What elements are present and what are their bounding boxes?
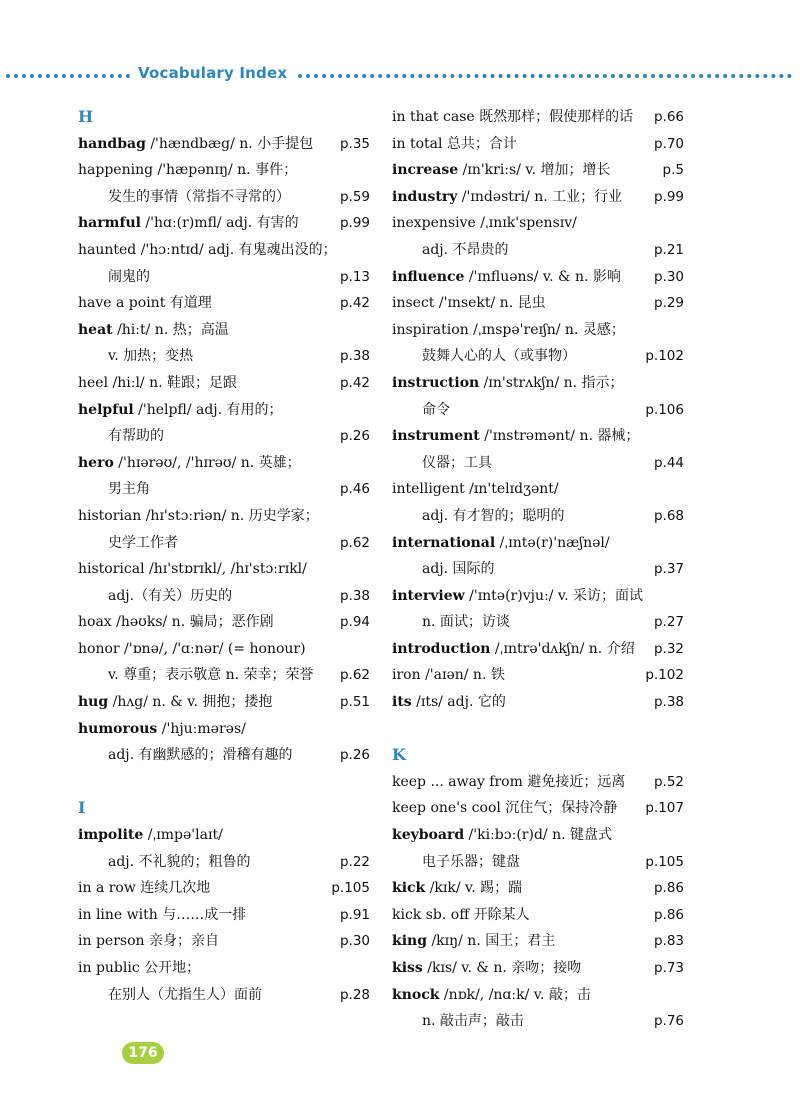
index-entry	[392, 264, 684, 291]
entry-definition: 男主角	[108, 481, 150, 498]
right-column	[392, 104, 684, 1035]
index-entry-continuation	[392, 503, 684, 530]
index-entry-continuation	[392, 237, 684, 264]
index-entry	[392, 822, 684, 849]
entry-definition: /ɪn'strʌkʃn/ n. 指示；	[479, 374, 624, 391]
index-entry	[78, 157, 370, 184]
entry-definition: 电子乐器；键盘	[422, 853, 520, 870]
index-entry-continuation	[78, 742, 370, 769]
entry-definition: 在别人（尤指生人）面前	[108, 986, 262, 1003]
index-entry-continuation	[392, 1008, 684, 1035]
section-header	[0, 64, 800, 86]
entry-definition: in that case 既然那样；假使那样的话	[392, 109, 634, 125]
index-entry	[392, 769, 684, 796]
entry-definition: /nɒk/, /nɑːk/ v. 敲；击	[439, 986, 591, 1003]
index-entry	[78, 237, 370, 264]
page-reference: p.30	[339, 933, 370, 950]
entry-definition: happening /'hæpənɪŋ/ n. 事件；	[78, 162, 298, 179]
entry-text	[78, 503, 319, 530]
headword: humorous	[78, 720, 158, 737]
entry-definition: inspiration /ˌɪnspə'reɪʃn/ n. 灵感；	[392, 321, 625, 338]
entry-text	[392, 822, 612, 849]
entry-definition: historical /hɪ'stɒrɪkl/, /hɪ'stɔːrɪkl/	[78, 561, 307, 578]
entry-text	[78, 317, 229, 344]
entry-text	[422, 609, 510, 636]
entry-text	[392, 928, 555, 955]
index-entry-continuation	[78, 343, 370, 370]
entry-definition: kick sb. off 开除某人	[392, 906, 530, 923]
entry-definition: adj.（有关）历史的	[108, 587, 233, 604]
index-entry	[78, 556, 370, 583]
entry-definition: honor /'ɒnə/, /'ɑːnər/ (= honour)	[78, 640, 306, 657]
index-entry	[392, 423, 684, 450]
entry-definition: adj. 有才智的；聪明的	[422, 507, 565, 524]
headword: influence	[392, 268, 465, 285]
entry-text	[392, 476, 559, 503]
page-reference: p.107	[645, 800, 684, 817]
entry-definition: heel /hiːl/ n. 鞋跟；足跟	[78, 374, 238, 391]
page-reference: p.51	[339, 694, 370, 711]
index-entry	[392, 317, 684, 344]
headword: instruction	[392, 374, 480, 391]
section-letter-heading	[78, 104, 370, 131]
index-entry	[392, 928, 684, 955]
index-entry	[392, 157, 684, 184]
index-entry	[392, 875, 684, 902]
page-reference: p.99	[653, 188, 684, 205]
entry-text	[422, 343, 576, 370]
entry-text	[392, 902, 530, 929]
index-entry	[392, 370, 684, 397]
entry-text	[78, 556, 307, 583]
headword: interview	[392, 587, 465, 604]
index-entry	[392, 530, 684, 557]
entry-definition: insect /'ɪnsekt/ n. 昆虫	[392, 295, 546, 312]
entry-text	[108, 343, 193, 370]
entry-text	[392, 157, 611, 184]
entry-definition: /ˌɪmpə'laɪt/	[143, 827, 223, 844]
entry-text	[392, 875, 522, 902]
entry-definition: /'ɪnfluəns/ v. & n. 影响	[464, 268, 621, 285]
entry-text	[392, 795, 617, 822]
entry-definition: /kɪŋ/ n. 国王；君主	[427, 933, 556, 950]
page-reference: p.35	[339, 135, 370, 152]
index-entry-continuation	[78, 982, 370, 1009]
entry-text	[78, 902, 246, 929]
entry-definition: /'hændbæg/ n. 小手提包	[145, 135, 314, 152]
entry-definition: 命令	[422, 401, 450, 418]
entry-text	[422, 450, 492, 477]
entry-definition: v. 加热；变热	[108, 348, 194, 365]
page-reference: p.13	[339, 268, 370, 285]
index-entry	[78, 397, 370, 424]
header-dots-left	[6, 74, 130, 78]
page-reference: p.86	[653, 906, 684, 923]
entry-definition: 闹鬼的	[108, 268, 150, 285]
page-reference: p.105	[645, 853, 684, 870]
page-number-badge: 176	[122, 1042, 164, 1064]
index-entry	[78, 450, 370, 477]
index-entry-continuation	[78, 476, 370, 503]
index-entry-continuation	[392, 397, 684, 424]
entry-definition: v. 尊重；表示敬意 n. 荣幸；荣誉	[108, 667, 314, 684]
page-reference: p.106	[645, 401, 684, 418]
index-entry-continuation	[392, 849, 684, 876]
page-reference: p.30	[653, 268, 684, 285]
entry-text	[108, 184, 290, 211]
entry-definition: /'hɑː(r)mfl/ adj. 有害的	[140, 215, 299, 232]
entry-text	[78, 370, 237, 397]
section-letter: H	[78, 107, 94, 126]
entry-text	[108, 849, 251, 876]
entry-text	[78, 928, 219, 955]
entry-text	[422, 397, 450, 424]
index-entry	[392, 902, 684, 929]
headword: harmful	[78, 215, 141, 232]
entry-text	[422, 556, 495, 583]
entry-text	[78, 716, 246, 743]
entry-definition: in line with 与……成一排	[78, 906, 247, 923]
header-dots-right	[298, 74, 792, 78]
index-entry	[392, 131, 684, 158]
page-reference: p.38	[339, 348, 370, 365]
entry-text	[78, 822, 223, 849]
entry-definition: haunted /'hɔːntɪd/ adj. 有鬼魂出没的；	[78, 241, 337, 258]
entry-text	[392, 530, 610, 557]
index-entry	[78, 317, 370, 344]
page-reference: p.21	[653, 241, 684, 258]
entry-text	[392, 104, 633, 131]
index-entry	[392, 662, 684, 689]
index-entry-continuation	[78, 264, 370, 291]
headword: impolite	[78, 827, 144, 844]
page-reference: p.42	[339, 374, 370, 391]
left-column	[78, 104, 370, 1008]
entry-text	[392, 210, 577, 237]
entry-definition: /ɪts/ adj. 它的	[411, 694, 506, 711]
entry-text	[392, 264, 621, 291]
index-entry	[392, 583, 684, 610]
entry-definition: 有帮助的	[108, 428, 164, 445]
entry-definition: 发生的事情（常指不寻常的）	[108, 188, 290, 205]
entry-text	[422, 503, 565, 530]
index-entry	[78, 822, 370, 849]
entry-definition: inexpensive /ˌɪnɪk'spensɪv/	[392, 215, 577, 232]
page-reference: p.5	[662, 162, 684, 179]
index-entry-continuation	[78, 184, 370, 211]
entry-definition: /'ɪndəstri/ n. 工业；行业	[457, 188, 623, 205]
entry-definition: /'helpfl/ adj. 有用的；	[133, 401, 283, 418]
index-entry-continuation	[392, 450, 684, 477]
page-reference: p.26	[339, 428, 370, 445]
entry-text	[392, 769, 625, 796]
entry-definition: in total 总共；合计	[392, 135, 517, 152]
page-reference: p.32	[653, 640, 684, 657]
entry-text	[108, 264, 150, 291]
index-entry	[392, 184, 684, 211]
entry-definition: adj. 不礼貌的；粗鲁的	[108, 853, 251, 870]
entry-text	[78, 237, 337, 264]
section-gap	[392, 716, 684, 743]
entry-definition: /hiːt/ n. 热；高温	[112, 321, 229, 338]
page-reference: p.59	[339, 188, 370, 205]
index-entry	[78, 609, 370, 636]
entry-definition: adj. 有幽默感的；滑稽有趣的	[108, 747, 293, 764]
entry-definition: keep one's cool 沉住气；保持冷静	[392, 800, 618, 817]
index-entry	[78, 503, 370, 530]
page-reference: p.102	[645, 667, 684, 684]
headword: knock	[392, 986, 440, 1003]
index-entry	[78, 290, 370, 317]
entry-definition: /ˌɪntə(r)'næʃnəl/	[495, 534, 610, 551]
entry-definition: in a row 连续几次地	[78, 880, 211, 897]
index-entry-continuation	[78, 530, 370, 557]
entry-text	[392, 662, 505, 689]
headword: international	[392, 534, 496, 551]
entry-definition: /'hɪərəʊ/, /'hɪrəʊ/ n. 英雄；	[113, 454, 301, 471]
entry-definition: /kɪk/ v. 踢；踹	[425, 880, 523, 897]
index-entry	[392, 689, 684, 716]
entry-text	[422, 1008, 524, 1035]
entry-text	[78, 609, 274, 636]
headword: kick	[392, 880, 426, 897]
page-reference: p.105	[331, 880, 370, 897]
headword: heat	[78, 321, 113, 338]
entry-definition: /'ɪnstrəmənt/ n. 器械；	[479, 428, 640, 445]
index-entry	[78, 131, 370, 158]
entry-text	[108, 662, 314, 689]
index-entry-continuation	[78, 423, 370, 450]
index-entry	[78, 636, 370, 663]
entry-text	[78, 157, 297, 184]
entry-text	[78, 689, 272, 716]
index-entry-continuation	[78, 583, 370, 610]
entry-text	[78, 397, 283, 424]
page-reference: p.94	[339, 614, 370, 631]
section-letter-heading	[392, 742, 684, 769]
page-reference: p.73	[653, 960, 684, 976]
page-reference: p.26	[339, 747, 370, 764]
headword: introduction	[392, 640, 491, 657]
page-reference: p.62	[339, 534, 370, 551]
headword: instrument	[392, 428, 480, 445]
index-entry	[392, 636, 684, 663]
page-reference: p.66	[653, 109, 684, 125]
entry-definition: have a point 有道理	[78, 295, 212, 312]
index-entry	[392, 290, 684, 317]
entry-definition: /'kiːbɔː(r)d/ n. 键盘式	[464, 827, 612, 844]
entry-definition: /'ɪntə(r)vjuː/ v. 采访；面试	[464, 587, 644, 604]
headword: industry	[392, 188, 458, 205]
entry-text	[78, 450, 301, 477]
entry-definition: 史学工作者	[108, 534, 178, 551]
entry-definition: intelligent /ɪn'telɪdʒənt/	[392, 481, 559, 498]
index-entry	[392, 476, 684, 503]
entry-text	[108, 530, 178, 557]
index-entry	[392, 104, 684, 131]
index-entry	[392, 795, 684, 822]
page-reference: p.83	[653, 933, 684, 950]
entry-definition: /ɪn'kriːs/ v. 增加；增长	[458, 162, 611, 179]
entry-text	[392, 583, 643, 610]
index-entry	[78, 370, 370, 397]
page-reference: p.22	[339, 853, 370, 870]
entry-text	[392, 317, 625, 344]
entry-definition: /hʌg/ n. & v. 拥抱；搂抱	[108, 694, 273, 711]
index-entry-continuation	[392, 343, 684, 370]
entry-text	[392, 131, 517, 158]
entry-definition: n. 敲击声；敲击	[422, 1013, 524, 1030]
entry-text	[78, 290, 212, 317]
entry-text	[392, 689, 506, 716]
page-reference: p.62	[339, 667, 370, 684]
entry-definition: /ˌɪntrə'dʌkʃn/ n. 介绍	[490, 640, 635, 657]
page-reference: p.76	[653, 1013, 684, 1030]
entry-text	[108, 423, 164, 450]
entry-text	[392, 370, 624, 397]
index-entry	[392, 955, 684, 982]
page-reference: p.37	[653, 561, 684, 578]
page-reference: p.29	[653, 295, 684, 312]
entry-text	[392, 184, 622, 211]
page-reference: p.68	[653, 507, 684, 524]
entry-text	[78, 955, 200, 982]
section-letter-heading	[78, 795, 370, 822]
entry-text	[108, 476, 150, 503]
page-reference: p.91	[339, 906, 370, 923]
headword: helpful	[78, 401, 134, 418]
entry-text	[78, 210, 299, 237]
headword: king	[392, 933, 427, 950]
section-gap	[78, 769, 370, 796]
headword: increase	[392, 162, 459, 179]
entry-text	[392, 982, 591, 1009]
entry-text	[422, 849, 520, 876]
page-reference: p.38	[653, 694, 684, 711]
page-title: Vocabulary Index	[138, 64, 288, 82]
index-entry-continuation	[78, 849, 370, 876]
entry-text	[392, 955, 581, 982]
index-entry-continuation	[392, 556, 684, 583]
page-reference: p.99	[339, 215, 370, 232]
index-entry-continuation	[78, 662, 370, 689]
entry-definition: adj. 不昂贵的	[422, 241, 509, 258]
headword: kiss	[392, 960, 423, 976]
entry-definition: 仪器；工具	[422, 454, 492, 471]
entry-text	[392, 423, 639, 450]
page-reference: p.86	[653, 880, 684, 897]
entry-text	[422, 237, 509, 264]
entry-definition: historian /hɪ'stɔːriən/ n. 历史学家；	[78, 507, 319, 524]
entry-definition: /kɪs/ v. & n. 亲吻；接吻	[422, 960, 582, 976]
index-entry-continuation	[392, 609, 684, 636]
entry-text	[78, 875, 210, 902]
index-entry	[78, 875, 370, 902]
page-reference: p.28	[339, 986, 370, 1003]
entry-text	[392, 290, 546, 317]
entry-text	[392, 636, 635, 663]
entry-definition: 鼓舞人心的人（或事物）	[422, 348, 576, 365]
entry-definition: iron /'aɪən/ n. 铁	[392, 667, 505, 684]
entry-definition: in public 公开地；	[78, 960, 201, 976]
index-entry	[78, 902, 370, 929]
entry-text	[78, 636, 306, 663]
page-reference: p.70	[653, 135, 684, 152]
entry-text	[78, 131, 313, 158]
entry-definition: adj. 国际的	[422, 561, 495, 578]
section-letter: I	[78, 798, 86, 818]
page-reference: p.102	[645, 348, 684, 365]
index-entry	[78, 716, 370, 743]
page-reference: p.52	[653, 773, 684, 790]
entry-definition: hoax /həʊks/ n. 骗局；恶作剧	[78, 614, 274, 631]
entry-text	[108, 583, 232, 610]
index-entry	[78, 689, 370, 716]
headword: handbag	[78, 135, 146, 152]
headword: hero	[78, 454, 114, 471]
index-entry	[78, 928, 370, 955]
entry-definition: keep ... away from 避免接近；远离	[392, 773, 626, 790]
section-letter: K	[392, 745, 406, 765]
index-entry	[78, 955, 370, 982]
headword: hug	[78, 694, 109, 711]
page-reference: p.42	[339, 295, 370, 312]
index-entry	[392, 982, 684, 1009]
page-reference: p.38	[339, 587, 370, 604]
page-reference: p.46	[339, 481, 370, 498]
page-reference: p.27	[653, 614, 684, 631]
index-entry	[392, 210, 684, 237]
index-entry	[78, 210, 370, 237]
entry-definition: n. 面试；访谈	[422, 614, 510, 631]
headword: keyboard	[392, 827, 465, 844]
entry-text	[108, 982, 262, 1009]
entry-text	[108, 742, 293, 769]
entry-definition: in person 亲身；亲自	[78, 933, 219, 950]
entry-definition: /'hjuːmərəs/	[157, 720, 246, 737]
page-reference: p.44	[653, 454, 684, 471]
headword: its	[392, 694, 412, 711]
